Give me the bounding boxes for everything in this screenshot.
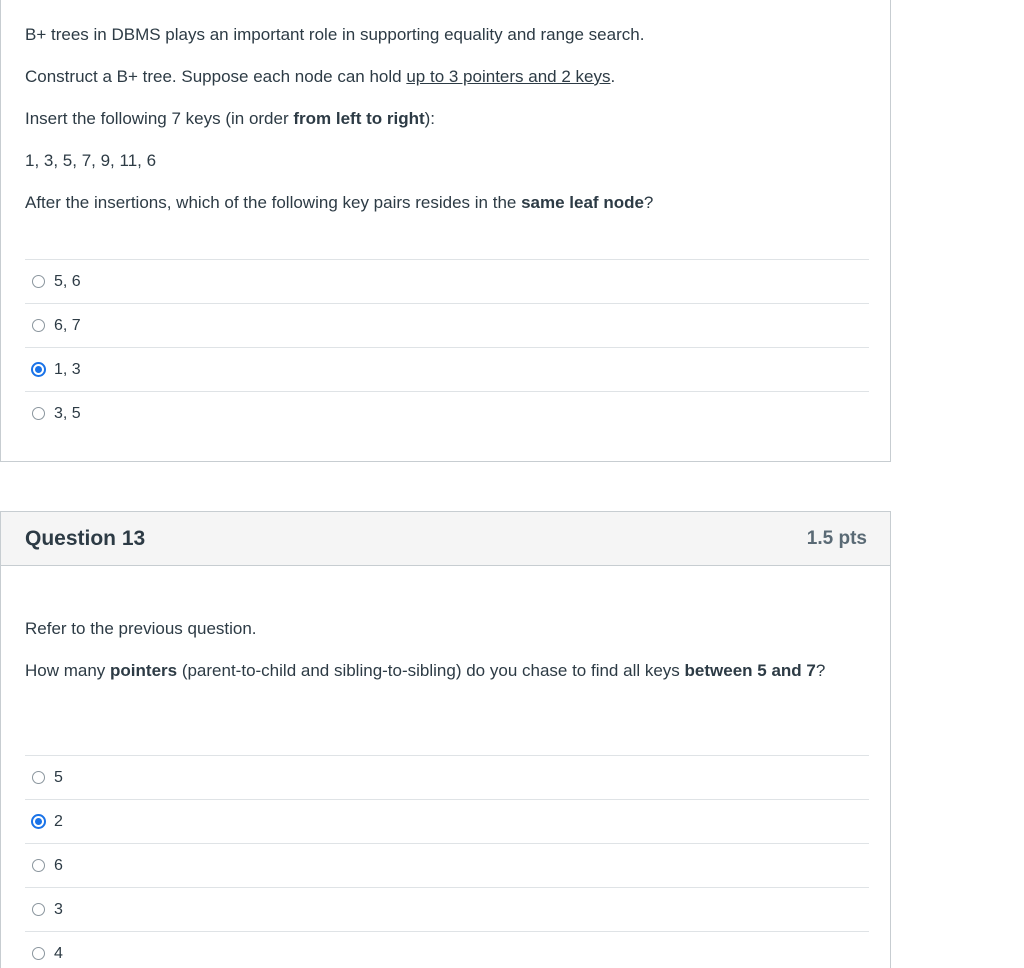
answer-label: 5, 6: [54, 272, 81, 290]
question-title: Question 13: [25, 526, 146, 550]
question-12-card: [0, 0, 891, 462]
answer-label: 4: [54, 944, 63, 962]
insert-bold: from left to right: [293, 109, 425, 128]
construct-end: .: [610, 67, 616, 86]
construct-text: Construct a B+ tree. Suppose each node can hold: [25, 67, 407, 86]
question-13-intro: Refer to the previous question.: [25, 619, 257, 638]
radio-button-checked-icon[interactable]: [32, 363, 45, 376]
answer-label: 3: [54, 900, 63, 918]
answer-label: 3, 5: [54, 404, 81, 422]
prompt-text: How many: [25, 661, 111, 680]
answer-label: 6, 7: [54, 316, 81, 334]
radio-button-icon[interactable]: [32, 947, 45, 960]
answer-option[interactable]: [25, 303, 869, 347]
answer-option[interactable]: [25, 931, 869, 968]
answer-option[interactable]: [25, 259, 869, 303]
question-12-prompt: [25, 189, 866, 216]
prompt-bold: same leaf node: [521, 193, 644, 212]
question-13-header: [1, 512, 890, 566]
radio-button-icon[interactable]: [32, 275, 45, 288]
answer-option[interactable]: [25, 843, 869, 887]
prompt-text-middle: (parent-to-child and sibling-to-sibling) do you chase to find all keys: [177, 661, 685, 680]
question-12-insert: [25, 105, 866, 132]
question-points: 1.5 pts: [806, 527, 867, 549]
answer-option[interactable]: [25, 755, 869, 799]
answer-label: 2: [54, 812, 63, 830]
construct-underlined: up to 3 pointers and 2 keys: [406, 67, 611, 86]
answer-label: 5: [54, 768, 63, 786]
radio-button-icon[interactable]: [32, 903, 45, 916]
prompt-end: ?: [643, 193, 654, 212]
question-13-answers: [25, 755, 869, 968]
radio-button-icon[interactable]: [32, 771, 45, 784]
radio-button-icon[interactable]: [32, 407, 45, 420]
question-12-construct: [25, 63, 866, 90]
insert-text: Insert the following 7 keys (in order: [25, 109, 294, 128]
question-12-answers: [25, 259, 869, 435]
answer-option[interactable]: [25, 391, 869, 435]
radio-button-icon[interactable]: [32, 319, 45, 332]
question-13-text: [25, 615, 866, 684]
prompt-text: After the insertions, which of the following key pairs resides in the: [25, 193, 522, 212]
answer-label: 1, 3: [54, 360, 81, 378]
radio-button-icon[interactable]: [32, 859, 45, 872]
answer-option-selected[interactable]: [25, 799, 869, 843]
prompt-bold-pointers: pointers: [110, 661, 178, 680]
question-12-text: [25, 21, 866, 216]
prompt-bold-range: between 5 and 7: [684, 661, 816, 680]
question-12-intro: B+ trees in DBMS plays an important role in supporting equality and range search.: [25, 25, 645, 44]
answer-option[interactable]: [25, 887, 869, 931]
prompt-end: ?: [815, 661, 826, 680]
answer-option-selected[interactable]: [25, 347, 869, 391]
question-13-prompt: [25, 657, 866, 684]
radio-button-checked-icon[interactable]: [32, 815, 45, 828]
insert-end: ):: [424, 109, 436, 128]
question-12-keys: 1, 3, 5, 7, 9, 11, 6: [25, 151, 157, 170]
answer-label: 6: [54, 856, 63, 874]
question-13-card: [0, 511, 891, 968]
